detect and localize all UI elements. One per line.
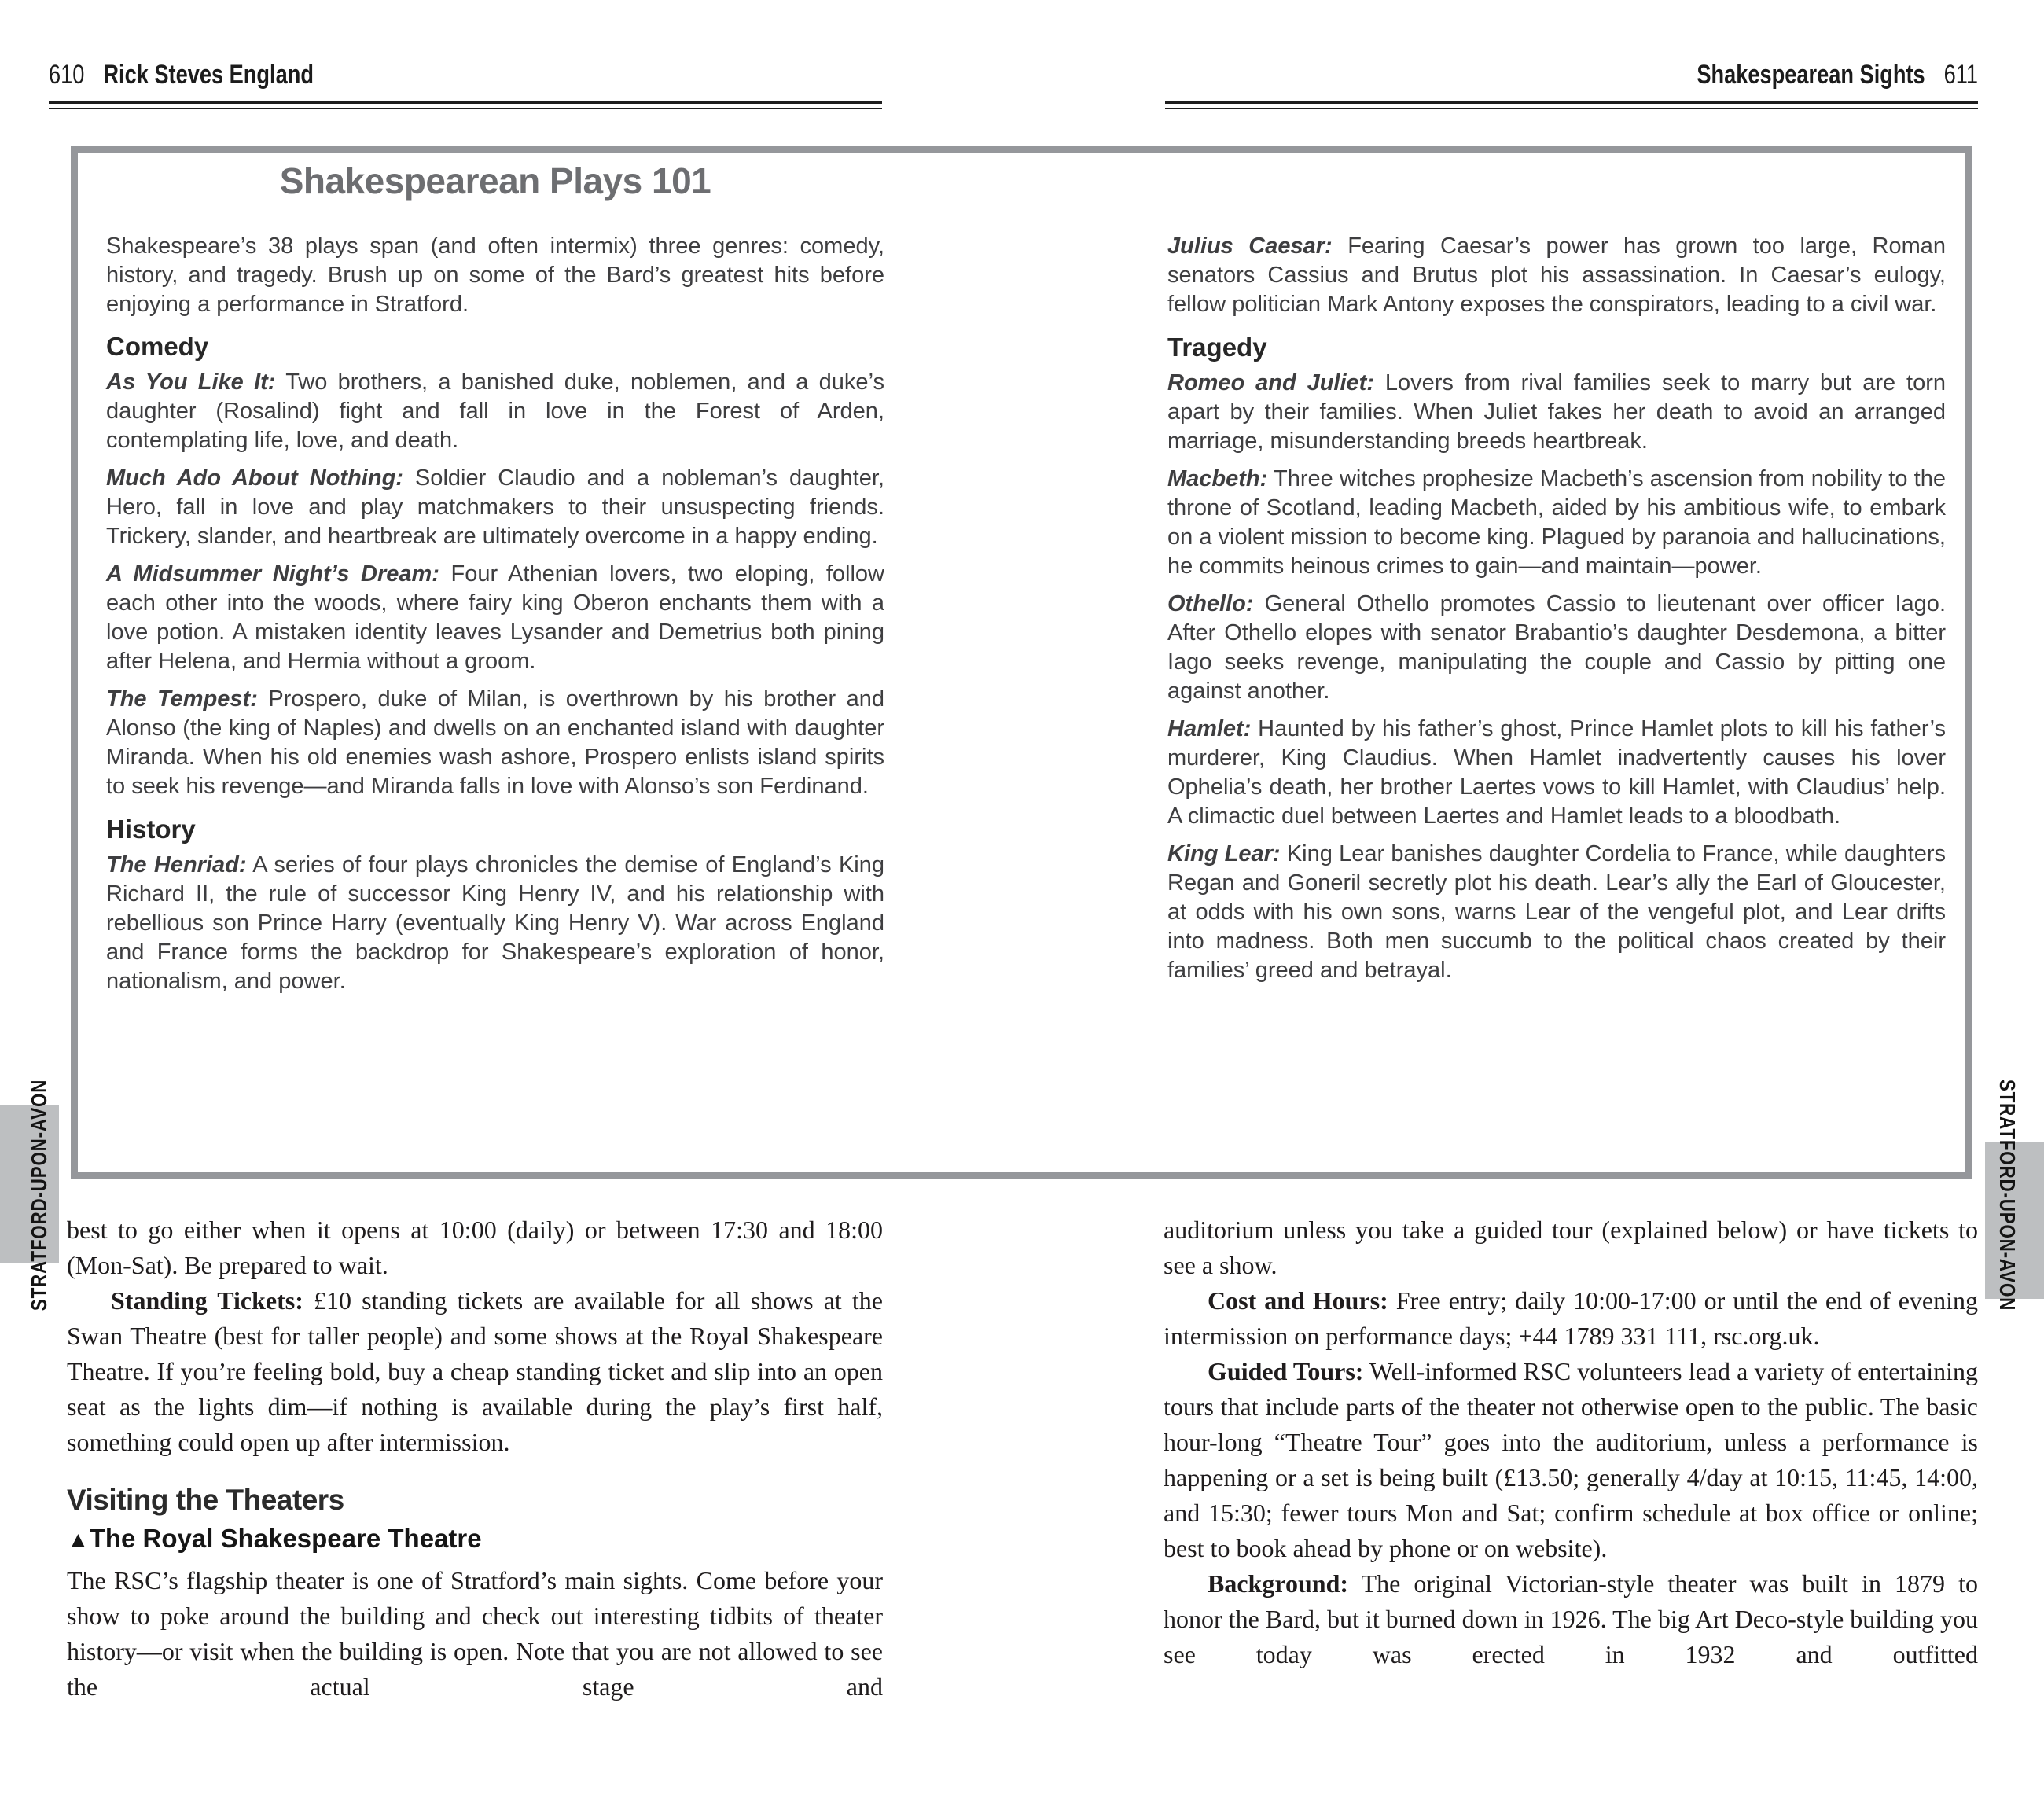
play-title: Othello: <box>1167 591 1254 616</box>
play-title: King Lear: <box>1167 841 1281 866</box>
header-rule-right <box>1165 101 1978 109</box>
header-rule-left <box>49 101 882 109</box>
play-title: Romeo and Juliet: <box>1167 370 1374 395</box>
page-number-right: 611 <box>1943 60 1978 90</box>
genre-heading-tragedy: Tragedy <box>1167 333 1267 362</box>
section-heading-visiting-theaters: Visiting the Theaters <box>67 1484 344 1516</box>
paragraph-text: Well-informed RSC volunteers lead a variety of entertaining tours that include parts of the theater not otherwise open to the public. The basic hour-long “Theatre Tour” goes into the auditorium, unless a performance is happening or a set is being built (£13.50; generally 4/day at 10:15, 11:45, 14:00, and 15:30; fewer tours Mon and Sat; confirm schedule at box office or online; best to book ahead by phone or on website). <box>1164 1357 1979 1562</box>
play-description: A series of four plays chronicles the demise of England’s King Richard II, the rule of successor King Henry IV, and his relationship with rebellious son Prince Harry (eventually King Henry V). War across England and France forms the backdrop for Shakespeare’s exploration of honor, nationalism, and power. <box>106 852 884 994</box>
play-description: Lovers from rival families seek to marry but are torn apart by their families. When Juliet fakes her death to avoid an arranged marriage, misunderstanding breeds heartbreak. <box>1167 370 1946 454</box>
play-title: As You Like It: <box>106 370 276 395</box>
play-description: Fearing Caesar’s power has grown too large, Roman senators Cassius and Brutus plot his assassination. In Caesar’s eulogy, fellow politician Mark Antony exposes the conspirators, leading to a civil war. <box>1167 234 1947 317</box>
paragraph-text: The original Victorian-style theater was built in 1879 to honor the Bard, but it burned down in 1926. The big Art Deco-style building you see today was erected in 1932 and outfitted <box>1164 1569 1979 1668</box>
play-description: Prospero, duke of Milan, is overthrown by his brother and Alonso (the king of Naples) and dwells on an enchanted island with daughter Miranda. When his old enemies wash ashore, Prospero enlists island spirits to seek his revenge—and Miranda falls in love with Alonso’s son Ferdinand. <box>106 686 884 799</box>
body-paragraph: auditorium unless you take a guided tour (explained below) or have tickets to see a show. <box>1164 1216 1978 1279</box>
play-description: Four Athenian lovers, two eloping, follow each other into the woods, where fairy king Oberon enchants them with a love potion. A mistaken identity leaves Lysander and Demetrius both pining after Helena, and Hermia without a groom. <box>106 561 884 674</box>
play-entry <box>106 685 884 801</box>
page-number-left: 610 <box>49 60 85 90</box>
paragraph-text: Free entry; daily 10:00-17:00 or until the end of evening intermission on performance days; +44 1789 331 111, rsc.org.uk. <box>1164 1286 1979 1350</box>
play-description: King Lear banishes daughter Cordelia to France, while daughters Regan and Goneril secretly plot his death. Lear’s ally the Earl of Gloucester, at odds with his own sons, warns Lear of the vengeful plot, and Lear drifts into madness. Both men succumb to the political chaos created by their families’ greed and betrayal. <box>1167 841 1946 983</box>
play-title: The Henriad: <box>106 852 247 877</box>
play-description: Haunted by his father’s ghost, Prince Hamlet plots to kill his father’s murderer, King Claudius. When Hamlet inadvertently causes his lover Ophelia’s death, her brother Laertes vows to kill Hamlet, with Claudius’ help. A climactic duel between Laertes and Hamlet leads to a bloodbath. <box>1167 716 1946 829</box>
play-description: Two brothers, a banished duke, noblemen, and a duke’s daughter (Rosalind) fight and fall in love in the Forest of Arden, contemplating life, love, and death. <box>106 370 884 453</box>
body-paragraph-cost-and-hours <box>1164 1283 1978 1354</box>
sidebar-left-column <box>106 232 884 1005</box>
paragraph-label: Standing Tickets: <box>111 1286 303 1315</box>
sight-name: The Royal Shakespeare Theatre <box>89 1524 482 1553</box>
play-title: A Midsummer Night’s Dream: <box>106 561 439 587</box>
play-entry <box>1167 232 1946 319</box>
sidebar-box-title: Shakespearean Plays 101 <box>279 160 711 201</box>
paragraph-label: Cost and Hours: <box>1208 1286 1388 1315</box>
page-header-left <box>49 60 380 90</box>
body-paragraph: best to go either when it opens at 10:00 (daily) or between 17:30 and 18:00 (Mon-Sat). Be prepared to wait. <box>67 1216 883 1279</box>
play-description: Three witches prophesize Macbeth’s ascension from nobility to the throne of Scotland, leading Macbeth, aided by his ambitious wife, to embark on a violent mission to become king. Plagued by paranoia and hallucinations, he commits heinous crimes to gain—and maintain—power. <box>1167 466 1946 579</box>
play-description: General Othello promotes Cassio to lieutenant over officer Iago. After Othello elopes with senator Brabantio’s daughter Desdemona, a bitter Iago seeks revenge, manipulating the couple and Cassio by pitting one against another. <box>1167 591 1946 704</box>
shakespearean-plays-sidebar-box <box>71 146 1972 1179</box>
play-entry <box>106 464 884 551</box>
body-column-right <box>1164 1212 1978 1672</box>
body-paragraph-guided-tours <box>1164 1354 1978 1566</box>
paragraph-label: Background: <box>1208 1569 1349 1598</box>
play-entry <box>1167 715 1946 831</box>
margin-vertical-text-right: STRATFORD-UPON-AVON <box>1995 1079 2020 1311</box>
sight-rating-triangle-icon: ▲ <box>67 1528 90 1553</box>
sidebar-right-column <box>1167 232 1946 994</box>
body-paragraph-standing-tickets <box>67 1283 883 1460</box>
play-title: Hamlet: <box>1167 716 1252 741</box>
play-entry <box>106 368 884 455</box>
paragraph-text: £10 standing tickets are available for all shows at the Swan Theatre (best for taller people) and some shows at the Royal Shakespeare Theatre. If you’re feeling bold, buy a cheap standing ticket and slip into an open seat as the lights dim—if nothing is available during the play’s first half, something could open up after intermission. <box>67 1286 883 1456</box>
play-title: Much Ado About Nothing: <box>106 465 403 491</box>
running-title-left: Rick Steves England <box>103 60 314 90</box>
play-entry <box>1167 590 1946 706</box>
body-column-left <box>67 1212 883 1705</box>
sidebar-intro: Shakespeare’s 38 plays span (and often intermix) three genres: comedy, history, and tragedy. Brush up on some of the Bard’s greatest hits before enjoying a performance in Stratford. <box>106 234 884 317</box>
play-entry <box>1167 465 1946 581</box>
play-entry <box>106 560 884 676</box>
play-entry <box>1167 840 1946 985</box>
genre-heading-comedy: Comedy <box>106 332 209 361</box>
page-header-right <box>1627 60 1978 90</box>
margin-vertical-text-left: STRATFORD-UPON-AVON <box>27 1079 51 1311</box>
play-description: Soldier Claudio and a nobleman’s daughter, Hero, fall in love and play matchmakers to their unsuspecting friends. Trickery, slander, and heartbreak are ultimately overcome in a happy ending. <box>106 465 884 549</box>
play-entry <box>1167 369 1946 456</box>
play-title: Macbeth: <box>1167 466 1268 491</box>
body-paragraph-background <box>1164 1566 1978 1672</box>
play-title: The Tempest: <box>106 686 258 712</box>
play-entry <box>106 851 884 996</box>
sight-heading-royal-shakespeare-theatre <box>67 1521 883 1558</box>
genre-heading-history: History <box>106 815 196 844</box>
body-paragraph: The RSC’s flagship theater is one of Stratford’s main sights. Come before your show to poke around the building and check out interesting tidbits of theater history—or visit when the building is open. Note that you are not allowed to see the actual stage and <box>67 1566 883 1701</box>
running-title-right: Shakespearean Sights <box>1697 60 1925 90</box>
play-title: Julius Caesar: <box>1167 234 1333 259</box>
paragraph-label: Guided Tours: <box>1208 1357 1364 1385</box>
